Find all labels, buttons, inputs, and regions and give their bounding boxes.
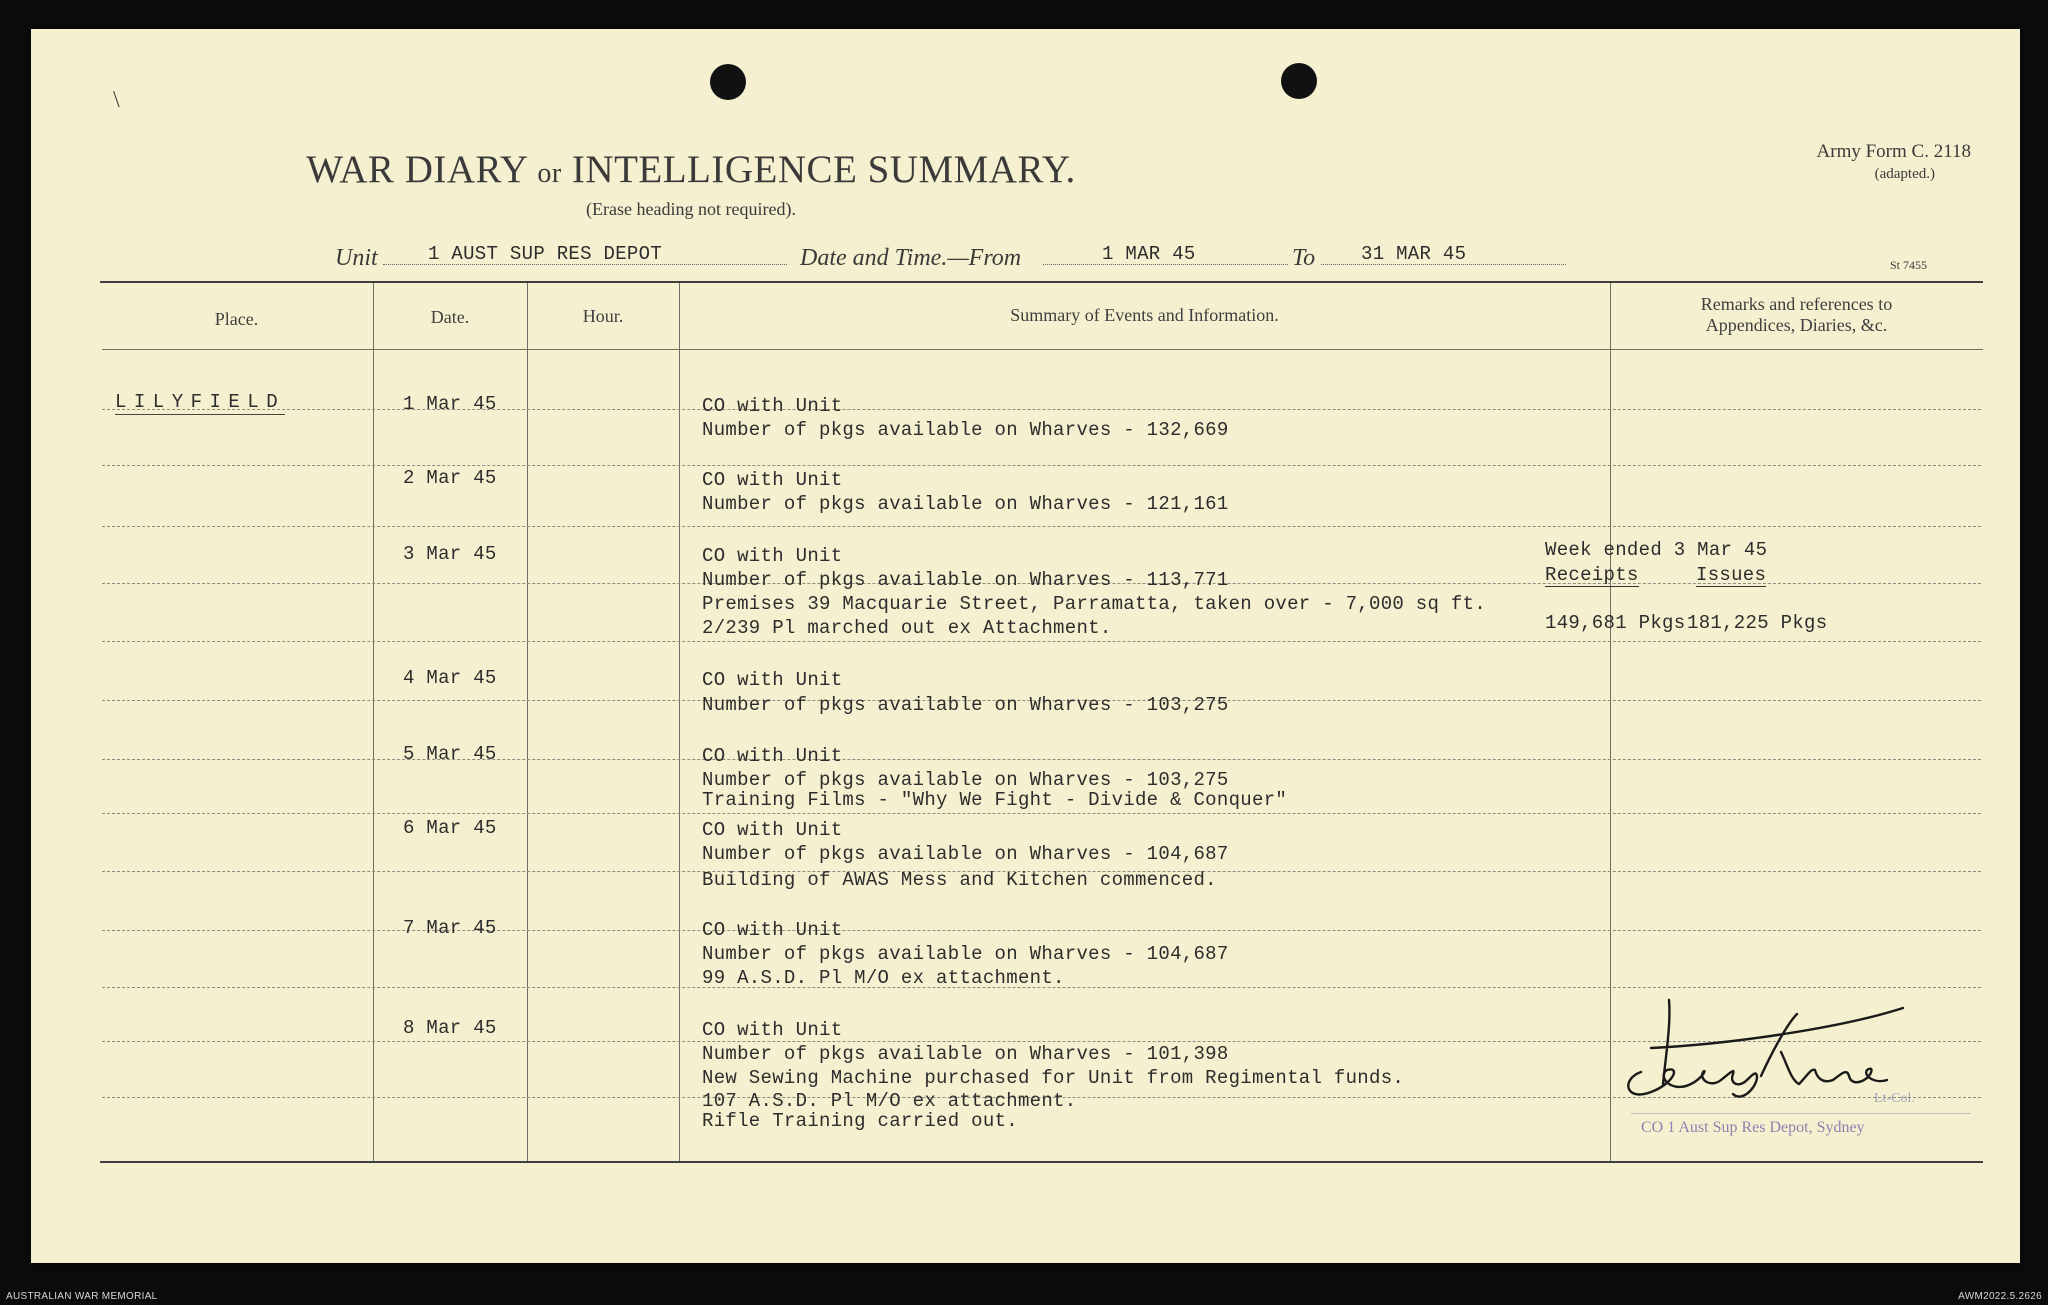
date-time-label: Date and Time.—From — [800, 245, 1022, 271]
entry-line: 99 A.S.D. Pl M/O ex attachment. — [702, 967, 1065, 989]
entry-line: Training Films - "Why We Fight - Divide & Conquer" — [702, 789, 1288, 811]
entry-line: Number of pkgs available on Wharves - 103,275 — [702, 694, 1229, 716]
signature-strokes — [1628, 1000, 1903, 1097]
column-header-place: Place. — [214, 309, 259, 329]
diary-entry — [31, 667, 2020, 727]
margin-mark: \ — [113, 87, 120, 113]
stamp-text: CO 1 Aust Sup Res Depot, Sydney — [1641, 1119, 1865, 1136]
signature-rank: Lt-Col. — [1874, 1091, 1915, 1106]
entry-line: Number of pkgs available on Wharves - 103,275 — [702, 769, 1229, 791]
title-war-diary: WAR DIARY — [306, 148, 528, 191]
column-header-remarks-line-1: Remarks and references to — [1700, 294, 1893, 314]
stamp-rule — [1631, 1113, 1971, 1114]
stock-number: St 7455 — [1889, 258, 1927, 272]
entry-line: New Sewing Machine purchased for Unit from Regimental funds. — [702, 1067, 1405, 1089]
entry-line: CO with Unit — [702, 469, 843, 491]
war-diary-page — [31, 29, 2020, 1263]
form-subtitle: (Erase heading not required). — [586, 199, 796, 219]
title-intelligence-summary: INTELLIGENCE SUMMARY. — [571, 148, 1076, 191]
entry-line: CO with Unit — [702, 819, 843, 841]
entry-date: 1 Mar 45 — [403, 393, 497, 415]
remarks-receipts-label: Receipts — [1545, 564, 1639, 586]
title-or: or — [537, 158, 562, 189]
entry-line: Premises 39 Macquarie Street, Parramatta, taken over - 7,000 sq ft. — [702, 593, 1487, 615]
place-name: LILYFIELD — [115, 391, 286, 413]
column-header-remarks-line-2: Appendices, Diaries, &c. — [1705, 315, 1888, 335]
entry-date: 3 Mar 45 — [403, 543, 497, 565]
form-number: Army Form C. 2118 — [1816, 141, 1971, 162]
entry-line: Number of pkgs available on Wharves - 132,669 — [702, 419, 1229, 441]
entry-line: Number of pkgs available on Wharves - 113,771 — [702, 569, 1229, 591]
entry-line: Number of pkgs available on Wharves - 104,687 — [702, 843, 1229, 865]
remarks-receipts-value: 149,681 Pkgs — [1545, 612, 1686, 634]
entry-line: Building of AWAS Mess and Kitchen commenced. — [702, 869, 1217, 891]
to-value: 31 MAR 45 — [1361, 243, 1467, 265]
diary-entry — [31, 743, 2020, 823]
entry-line: CO with Unit — [702, 1019, 843, 1041]
unit-value: 1 AUST SUP RES DEPOT — [428, 243, 663, 265]
entry-line: 2/239 Pl marched out ex Attachment. — [702, 617, 1112, 639]
entry-line: Rifle Training carried out. — [702, 1110, 1018, 1132]
remarks-issues-label: Issues — [1696, 564, 1767, 586]
entry-date: 8 Mar 45 — [403, 1017, 497, 1039]
to-label: To — [1292, 245, 1316, 271]
entry-line: CO with Unit — [702, 545, 843, 567]
remarks-week-ended: Week ended 3 Mar 45 — [1545, 539, 1768, 561]
entry-line: Number of pkgs available on Wharves - 104,687 — [702, 943, 1229, 965]
entry-line: CO with Unit — [702, 669, 843, 691]
form-adapted: (adapted.) — [1874, 166, 1935, 182]
entry-line: CO with Unit — [702, 395, 843, 417]
diary-entry — [31, 467, 2020, 527]
entry-date: 6 Mar 45 — [403, 817, 497, 839]
archive-credit: AUSTRALIAN WAR MEMORIAL — [6, 1291, 158, 1302]
entry-date: 7 Mar 45 — [403, 917, 497, 939]
unit-label: Unit — [335, 245, 378, 271]
diary-entry — [31, 393, 2020, 453]
entry-line: Number of pkgs available on Wharves - 101,398 — [702, 1043, 1229, 1065]
column-header-summary: Summary of Events and Information. — [1010, 305, 1279, 325]
entry-date: 5 Mar 45 — [403, 743, 497, 765]
column-header-date: Date. — [430, 307, 470, 327]
column-header-hour: Hour. — [582, 306, 624, 326]
remarks-issues-value: 181,225 Pkgs — [1687, 612, 1828, 634]
entry-line: 107 A.S.D. Pl M/O ex attachment. — [702, 1090, 1077, 1112]
entry-date: 2 Mar 45 — [403, 467, 497, 489]
entry-date: 4 Mar 45 — [403, 667, 497, 689]
from-value: 1 MAR 45 — [1102, 243, 1196, 265]
entry-line: Number of pkgs available on Wharves - 121,161 — [702, 493, 1229, 515]
entry-line: CO with Unit — [702, 919, 843, 941]
diary-entry — [31, 817, 2020, 897]
entry-line: CO with Unit — [702, 745, 843, 767]
archive-reference: AWM2022.5.2626 — [1958, 1291, 2042, 1302]
co-stamp — [1631, 1113, 1971, 1161]
